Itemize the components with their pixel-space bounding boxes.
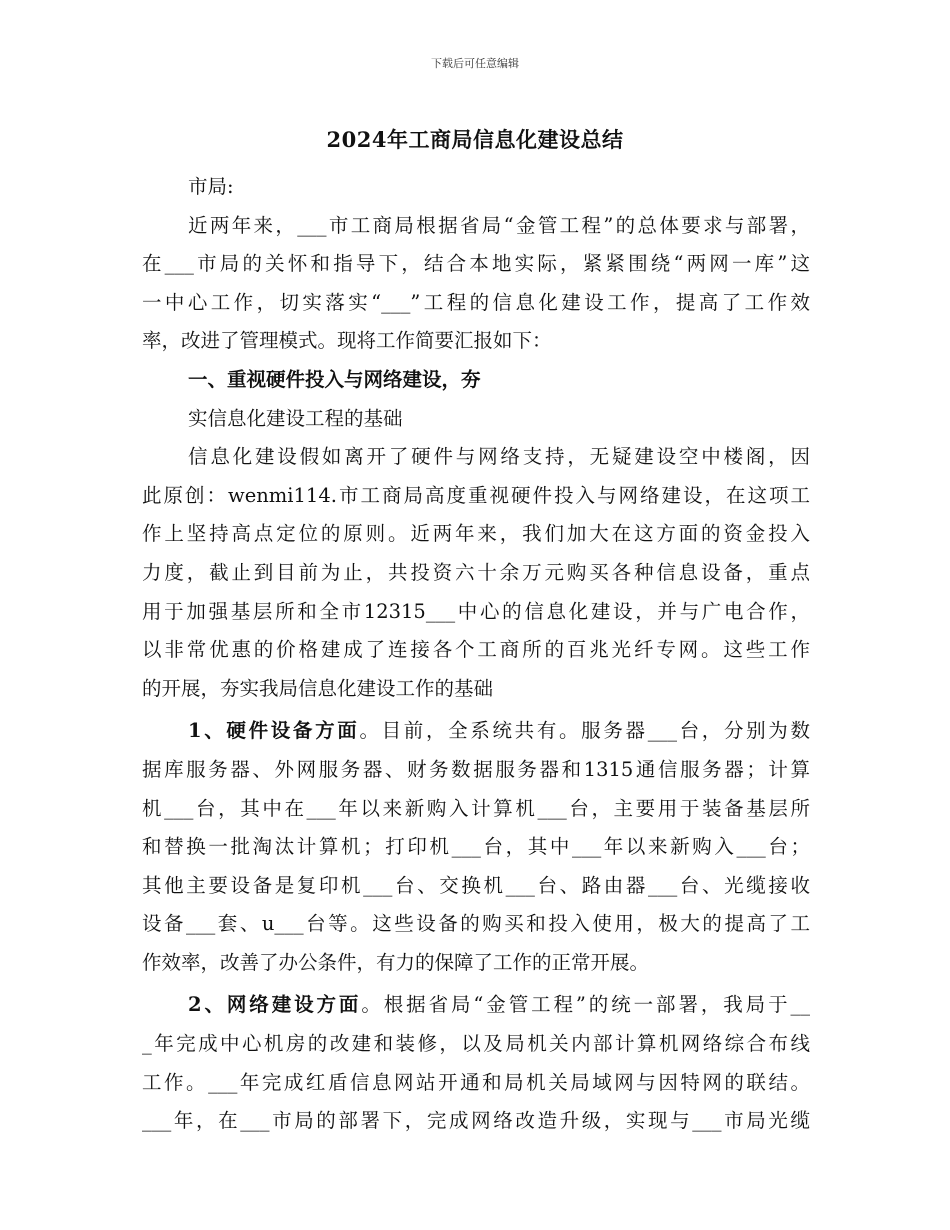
document-body: [142, 168, 810, 1141]
paragraph-line: 作上坚持高点定位的原则。近两年来，我们加大在这方面的资金投入: [142, 522, 810, 546]
paragraph-line: ___年，在___市局的部署下，完成网络改造升级，实现与___市局光缆: [142, 1109, 810, 1133]
section-heading: 一、重视硬件投入与网络建设，夯: [188, 367, 481, 391]
paragraph-line: 一中心工作，切实落实“___”工程的信息化建设工作，提高了工作效: [142, 290, 810, 314]
paragraph-line: 在___市局的关怀和指导下，结合本地实际，紧紧围绕“两网一库”这: [142, 252, 810, 276]
paragraph-line: 据库服务器、外网服务器、财务数据服务器和1315通信服务器；计算: [142, 757, 810, 781]
item-first-line: [142, 986, 810, 1025]
paragraph-hardware-network: [142, 438, 810, 708]
paragraph-line: 和替换一批淘汰计算机；打印机___台，其中___年以来新购入___台；: [142, 835, 810, 859]
paragraph-line: 机___台，其中在___年以来新购入计算机___台，主要用于装备基层所: [142, 796, 810, 820]
paragraph-line: 信息化建设假如离开了硬件与网络支持，无疑建设空中楼阁，因: [188, 445, 810, 469]
document-title: 2024年工商局信息化建设总结: [326, 127, 624, 152]
item-text: 。根据省局“金管工程”的统一部署，我局于__: [361, 993, 810, 1017]
paragraph-line: 力度，截止到目前为止，共投资六十余万元购买各种信息设备，重点: [142, 560, 810, 584]
page-header-note: 下载后可任意编辑: [431, 57, 519, 70]
paragraph-line: 此原创：wenmi114.市工商局高度重视硬件投入与网络建设，在这项工: [142, 483, 810, 507]
paragraph-line: 用于加强基层所和全市12315___中心的信息化建设，并与广电合作，: [142, 599, 810, 623]
paragraph-intro: [142, 207, 810, 361]
paragraph-line: 的开展，夯实我局信息化建设工作的基础: [142, 676, 494, 700]
item-network-construction: [142, 986, 810, 1140]
paragraph-line: _年完成中心机房的改建和装修，以及局机关内部计算机网络综合布线: [142, 1032, 810, 1056]
section-heading-continued: 实信息化建设工程的基础: [188, 406, 403, 430]
paragraph-line: 工作。___年完成红盾信息网站开通和局机关局域网与因特网的联结。: [142, 1070, 810, 1094]
salutation: 市局:: [188, 175, 234, 198]
paragraph-line: 作效率，改善了办公条件，有力的保障了工作的正常开展。: [142, 950, 650, 974]
paragraph-line: 以非常优惠的价格建成了连接各个工商所的百兆光纤专网。这些工作: [142, 638, 810, 662]
item-text: 。目前，全系统共有。服务器___台，分别为数: [359, 719, 810, 743]
item-hardware-equipment: [142, 712, 810, 982]
paragraph-line: 设备___套、u___台等。这些设备的购买和投入使用，极大的提高了工: [142, 912, 810, 936]
item-heading: 1、硬件设备方面: [188, 719, 360, 743]
paragraph-line: 近两年来，___市工商局根据省局“金管工程”的总体要求与部署，: [188, 213, 810, 237]
paragraph-line: 其他主要设备是复印机___台、交换机___台、路由器___台、光缆接收: [142, 873, 810, 897]
paragraph-line: 率，改进了管理模式。现将工作简要汇报如下：: [142, 329, 552, 353]
item-heading: 2、网络建设方面: [188, 993, 362, 1017]
item-first-line: [142, 712, 810, 751]
